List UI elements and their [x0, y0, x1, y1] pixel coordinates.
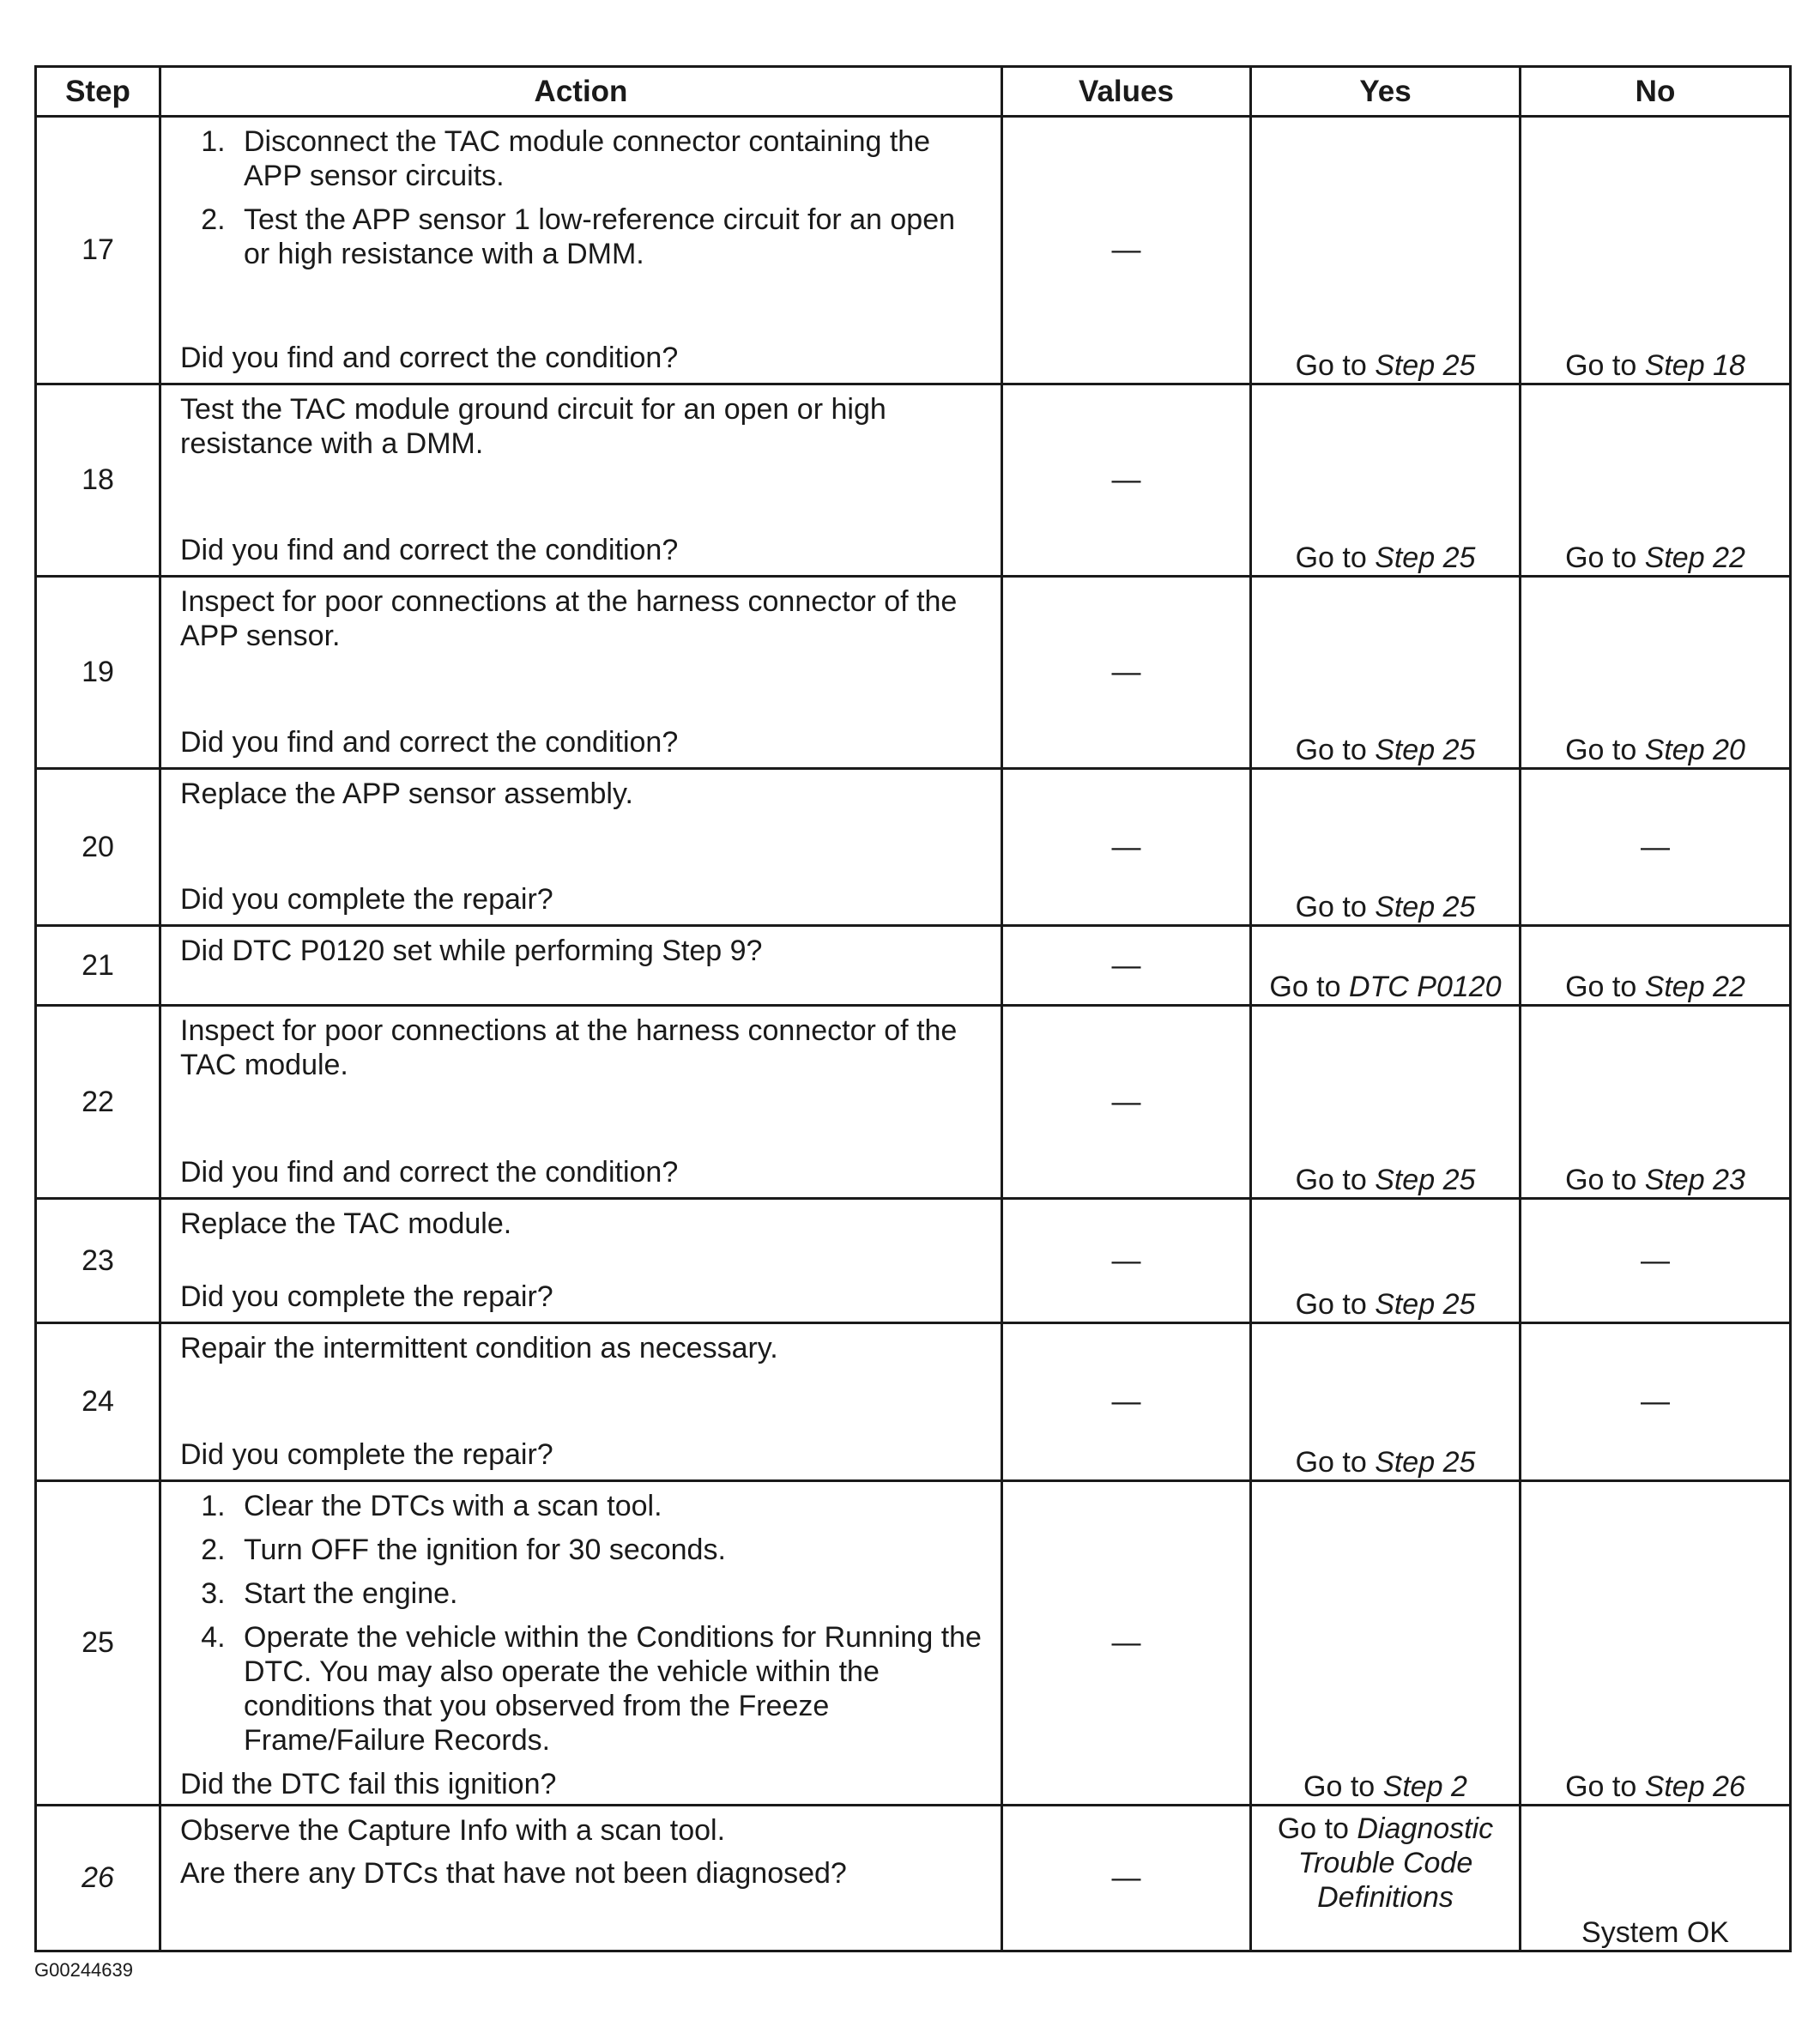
no-prefix: Go to	[1565, 349, 1645, 382]
action-text: Repair the intermittent condition as necessary.	[180, 1332, 778, 1364]
step-number: 22	[36, 1006, 160, 1199]
action-question: Did you complete the repair?	[180, 883, 553, 916]
yes-step-link[interactable]: Step 25	[1375, 1288, 1476, 1321]
yes-step-link[interactable]: Step 25	[1375, 734, 1476, 766]
action-text: Inspect for poor connections at the harness connector of the APP sensor.	[180, 585, 958, 652]
no-cell	[1521, 1481, 1791, 1806]
table-row	[36, 117, 1791, 384]
action-item: 2. Turn OFF the ignition for 30 seconds.	[233, 1533, 983, 1567]
no-cell	[1521, 926, 1791, 1006]
header-values: Values	[1002, 67, 1251, 117]
action-cell	[160, 384, 1002, 577]
yes-cell	[1251, 1323, 1521, 1481]
table-row	[36, 1199, 1791, 1323]
yes-step-link[interactable]: Step 25	[1375, 542, 1476, 574]
action-question: Are there any DTCs that have not been diagnosed?	[180, 1857, 847, 1890]
action-question: Did you complete the repair?	[180, 1438, 553, 1471]
action-list	[180, 124, 983, 281]
action-text: Replace the APP sensor assembly.	[180, 777, 633, 810]
step-number: 20	[36, 769, 160, 926]
step-number: 21	[36, 926, 160, 1006]
no-prefix: Go to	[1565, 1770, 1645, 1803]
table-row	[36, 769, 1791, 926]
action-question: Did you find and correct the condition?	[180, 1156, 679, 1189]
header-yes: Yes	[1251, 67, 1521, 117]
step-number: 24	[36, 1323, 160, 1481]
yes-prefix: Go to	[1295, 891, 1376, 923]
yes-step-link[interactable]: Step 25	[1375, 1446, 1476, 1479]
step-number: 19	[36, 577, 160, 769]
action-text: Did DTC P0120 set while performing Step 9?	[180, 935, 763, 967]
action-text: Test the TAC module ground circuit for an open or high resistance with a DMM.	[180, 393, 886, 460]
header-step: Step	[36, 67, 160, 117]
action-question: Did you find and correct the condition?	[180, 726, 679, 759]
step-number: 26	[36, 1806, 160, 1951]
yes-cell	[1251, 1806, 1521, 1951]
header-action: Action	[160, 67, 1002, 117]
yes-step-link[interactable]: Step 25	[1375, 349, 1476, 382]
values-cell: —	[1002, 769, 1251, 926]
action-text: Replace the TAC module.	[180, 1207, 512, 1240]
no-cell	[1521, 577, 1791, 769]
header-no: No	[1521, 67, 1791, 117]
action-item: 4. Operate the vehicle within the Conditions for Running the DTC. You may also operate the vehicle within the conditions that you observed from the Freeze Frame/Failure Records.	[233, 1620, 983, 1758]
action-cell	[160, 1006, 1002, 1199]
action-question: Did you find and correct the condition?	[180, 534, 679, 566]
action-item: 1. Disconnect the TAC module connector containing the APP sensor circuits.	[233, 124, 983, 193]
no-step-link[interactable]: Step 20	[1644, 734, 1745, 766]
diagnostic-table	[34, 65, 1792, 1952]
yes-prefix: Go to	[1269, 971, 1349, 1003]
no-prefix: Go to	[1565, 1164, 1645, 1196]
yes-prefix: Go to	[1295, 542, 1376, 574]
table-row	[36, 384, 1791, 577]
no-cell	[1521, 1006, 1791, 1199]
header-row	[36, 67, 1791, 117]
no-prefix: Go to	[1565, 971, 1645, 1003]
yes-prefix: Go to	[1295, 1288, 1376, 1321]
no-cell: —	[1521, 1323, 1791, 1481]
action-list	[180, 1489, 983, 1767]
action-cell	[160, 1481, 1002, 1806]
values-cell: —	[1002, 577, 1251, 769]
values-cell: —	[1002, 1199, 1251, 1323]
no-cell	[1521, 384, 1791, 577]
action-item: 1. Clear the DTCs with a scan tool.	[233, 1489, 983, 1523]
action-text: Inspect for poor connections at the harness connector of the TAC module.	[180, 1014, 958, 1081]
yes-cell	[1251, 1006, 1521, 1199]
step-number: 17	[36, 117, 160, 384]
yes-cell	[1251, 384, 1521, 577]
table-row	[36, 926, 1791, 1006]
no-prefix: Go to	[1565, 542, 1645, 574]
yes-cell	[1251, 117, 1521, 384]
table-row	[36, 1323, 1791, 1481]
action-cell	[160, 1199, 1002, 1323]
action-cell	[160, 577, 1002, 769]
no-step-link[interactable]: Step 22	[1644, 542, 1745, 574]
no-cell: System OK	[1521, 1806, 1791, 1951]
yes-step-link[interactable]: Step 25	[1375, 1164, 1476, 1196]
yes-step-link[interactable]: Step 2	[1382, 1770, 1467, 1803]
figure-id: G00244639	[34, 1959, 133, 1981]
yes-dtc-definitions-link[interactable]: Diagnostic Trouble Code Definitions	[1297, 1812, 1494, 1914]
no-cell: —	[1521, 1199, 1791, 1323]
yes-prefix: Go to	[1295, 1164, 1376, 1196]
yes-cell	[1251, 769, 1521, 926]
values-cell: —	[1002, 1323, 1251, 1481]
action-cell	[160, 117, 1002, 384]
action-cell	[160, 926, 1002, 1006]
values-cell: —	[1002, 1481, 1251, 1806]
values-cell: —	[1002, 117, 1251, 384]
action-cell	[160, 769, 1002, 926]
values-cell: —	[1002, 926, 1251, 1006]
action-question: Did the DTC fail this ignition?	[180, 1768, 557, 1800]
yes-prefix: Go to	[1295, 349, 1376, 382]
yes-prefix: Go to	[1295, 734, 1376, 766]
action-question: Did you complete the repair?	[180, 1280, 553, 1313]
yes-cell	[1251, 926, 1521, 1006]
table-row	[36, 1481, 1791, 1806]
no-step-link[interactable]: Step 18	[1644, 349, 1745, 382]
action-item: 2. Test the APP sensor 1 low-reference circuit for an open or high resistance with a DMM.	[233, 203, 983, 271]
action-cell	[160, 1806, 1002, 1951]
yes-cell	[1251, 1481, 1521, 1806]
yes-cell	[1251, 1199, 1521, 1323]
step-number: 18	[36, 384, 160, 577]
step-number: 25	[36, 1481, 160, 1806]
yes-prefix: Go to	[1303, 1770, 1383, 1803]
no-prefix: Go to	[1565, 734, 1645, 766]
no-cell: —	[1521, 769, 1791, 926]
no-cell	[1521, 117, 1791, 384]
yes-dtc-link[interactable]: DTC P0120	[1348, 971, 1502, 1003]
yes-prefix: Go to	[1277, 1812, 1357, 1845]
yes-step-link[interactable]: Step 25	[1375, 891, 1476, 923]
action-item: 3. Start the engine.	[233, 1576, 983, 1611]
table-row	[36, 1006, 1791, 1199]
no-step-link[interactable]: Step 26	[1644, 1770, 1745, 1803]
values-cell: —	[1002, 1806, 1251, 1951]
table-row	[36, 577, 1791, 769]
action-cell	[160, 1323, 1002, 1481]
no-step-link[interactable]: Step 22	[1644, 971, 1745, 1003]
action-text: Observe the Capture Info with a scan tool.	[180, 1814, 726, 1847]
yes-cell	[1251, 577, 1521, 769]
values-cell: —	[1002, 1006, 1251, 1199]
action-question: Did you find and correct the condition?	[180, 342, 679, 374]
no-step-link[interactable]: Step 23	[1644, 1164, 1745, 1196]
yes-prefix: Go to	[1295, 1446, 1376, 1479]
values-cell: —	[1002, 384, 1251, 577]
step-number: 23	[36, 1199, 160, 1323]
table-row	[36, 1806, 1791, 1951]
